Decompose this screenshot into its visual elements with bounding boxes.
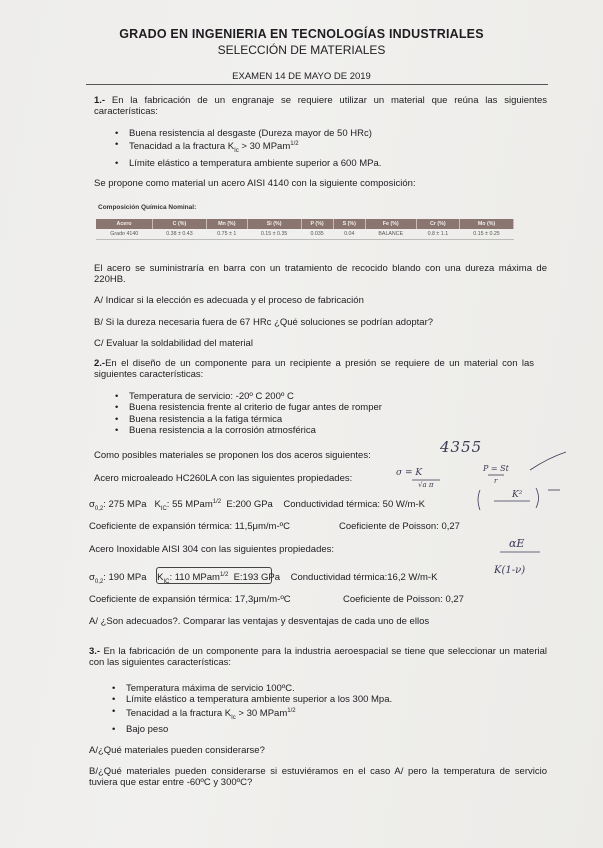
col-header: Si (%) bbox=[247, 219, 301, 229]
q2-number: 2.- bbox=[94, 358, 106, 369]
sigma-sub: 0,2 bbox=[94, 579, 104, 586]
k-sub: IC bbox=[160, 506, 167, 513]
q3-req-3-a: Tenacidad a la fractura K bbox=[126, 707, 232, 719]
handwritten-number: 4355 bbox=[440, 438, 483, 456]
q1-req-1-text: Buena resistencia al desgaste (Dureza mayor de 50 HRc) bbox=[129, 128, 372, 139]
sigma-symbol: σ bbox=[89, 499, 95, 511]
q3-number: 3.- bbox=[89, 646, 101, 657]
m1-modulus: E:200 GPa bbox=[226, 499, 273, 511]
q3-req-3-sub: Ic bbox=[231, 714, 236, 721]
table-cell: 0.38 ± 0.43 bbox=[153, 229, 207, 240]
m2-modulus: E:193 GPa bbox=[233, 572, 281, 584]
table-cell: 0.04 bbox=[333, 229, 365, 240]
q1-req-2-a: Tenacidad a la fractura K bbox=[129, 141, 235, 153]
m2-conductivity: Conductividad térmica:16,2 W/m-K bbox=[290, 572, 438, 584]
m1-title: Acero microaleado HC260LA con las siguientes propiedades: bbox=[94, 473, 353, 484]
q1-req-2-sub: Ic bbox=[234, 148, 239, 155]
exam-date: EXAMEN 14 DE MAYO DE 2019 bbox=[232, 71, 371, 82]
table-cell: 0.75 ± 1 bbox=[206, 229, 247, 240]
handwritten-formula-2-denominator: r bbox=[494, 477, 498, 485]
k-sup: 1/2 bbox=[219, 572, 229, 578]
m2-poisson: Coeficiente de Poisson: 0,27 bbox=[343, 594, 464, 605]
sigma-sub: 0,2 bbox=[94, 506, 104, 513]
pen-stroke bbox=[530, 452, 566, 470]
handwritten-formula-1-denominator: √a π bbox=[418, 481, 434, 489]
handwritten-formula-3: K² bbox=[512, 490, 523, 500]
q3-intro-text: En la fabricación de un componente para la industria aeroespacial se tiene que seleccionar un material con las siguientes características: bbox=[89, 646, 547, 668]
col-header: Mn (%) bbox=[206, 219, 247, 229]
col-header: Mo (%) bbox=[460, 219, 514, 229]
subject-title: SELECCIÓN DE MATERIALES bbox=[217, 43, 386, 57]
col-header: Fe (%) bbox=[365, 219, 416, 229]
handwritten-formula-4: αE bbox=[509, 537, 525, 550]
table-cell: BALANCE bbox=[365, 229, 416, 240]
k-sub: IC bbox=[163, 579, 170, 586]
q1-part-a: A/ Indicar si la elección es adecuada y el proceso de fabricación bbox=[94, 295, 364, 306]
m1-expansion: Coeficiente de expansión térmica: 11,5μm/m-ºC bbox=[89, 521, 290, 532]
col-header: P (%) bbox=[301, 219, 333, 229]
q1-supply: El acero se suministraría en barra con un tratamiento de recocido blando con una dureza máxima de 220HB. bbox=[94, 263, 547, 285]
q1-req-3-text: Límite elástico a temperatura ambiente superior a 600 MPa. bbox=[129, 157, 382, 169]
q2-req: • Buena resistencia frente al criterio de fugar antes de romper bbox=[115, 402, 382, 413]
m1-conductivity: Conductividad térmica: 50 W/m-K bbox=[283, 499, 425, 511]
col-header: Cr (%) bbox=[416, 219, 459, 229]
composition-title: Composición Química Nominal: bbox=[98, 204, 197, 211]
q3-part-b: B/¿Qué materiales pueden considerarse si estuviéramos en el caso A/ pero la temperatura de servicio tuviera que estar entre -60ºC y 300ºC? bbox=[89, 766, 547, 788]
m2-toughness: : 110 MPam bbox=[169, 572, 220, 584]
q1-proposal: Se propone como material un acero AISI 4140 con la siguiente composición: bbox=[94, 178, 416, 189]
table-cell: 0.15 ± 0.35 bbox=[247, 229, 301, 240]
q3-part-a: A/¿Qué materiales pueden considerarse? bbox=[89, 745, 265, 756]
m2-title: Acero Inoxidable AISI 304 con las siguientes propiedades: bbox=[89, 544, 335, 555]
q2-req: • Temperatura de servicio: -20º C 200º C bbox=[115, 391, 382, 402]
table-cell: 0.15 ± 0.25 bbox=[460, 229, 514, 240]
q3-req-3-b: > 30 MPam bbox=[235, 707, 288, 719]
q3-req-1-text: Temperatura máxima de servicio 100ºC. bbox=[126, 683, 295, 694]
m2-expansion: Coeficiente de expansión térmica: 17,3μm/m-ºC bbox=[89, 594, 291, 605]
q2-intro-text: En el diseño de un componente para un recipiente a presión se requiere de un material con las siguientes características: bbox=[94, 358, 534, 380]
q1-req-2-b: > 30 MPam bbox=[238, 141, 291, 153]
handwritten-formula-1: σ = K bbox=[396, 468, 423, 478]
q2-req: • Buena resistencia a la fatiga térmica bbox=[115, 414, 382, 425]
q1-part-b: B/ Si la dureza necesaria fuera de 67 HRc ¿Qué soluciones se podrían adoptar? bbox=[94, 317, 434, 328]
bracket-stroke bbox=[536, 488, 539, 508]
q3-req-3-sup: 1/2 bbox=[287, 707, 296, 714]
m1-toughness: : 55 MPam bbox=[166, 499, 213, 511]
q1-req-2-sup: 1/2 bbox=[290, 141, 299, 148]
handwritten-formula-2: P = St bbox=[483, 464, 509, 473]
handwritten-formula-5: K(1-ν) bbox=[494, 565, 526, 576]
q2-part-a: A/ ¿Son adecuados?. Comparar las ventajas y desventajas de cada uno de ellos bbox=[89, 616, 430, 627]
col-header: Acero bbox=[96, 219, 153, 229]
q1-number: 1.- bbox=[94, 95, 106, 106]
table-cell: 0.8 ± 1.1 bbox=[416, 229, 459, 240]
m1-poisson: Coeficiente de Poisson: 0,27 bbox=[339, 521, 460, 532]
col-header: S (%) bbox=[333, 219, 365, 229]
q1-intro-text: En la fabricación de un engranaje se requiere utilizar un material que reúna las siguientes características: bbox=[94, 95, 547, 117]
q3-req-4-text: Bajo peso bbox=[126, 724, 169, 736]
k-sup: 1/2 bbox=[212, 499, 222, 505]
sigma-symbol: σ bbox=[89, 572, 95, 584]
k-symbol: K bbox=[154, 499, 161, 511]
q2-req: • Buena resistencia a la corrosión atmosférica bbox=[115, 425, 382, 436]
q1-part-c: C/ Evaluar la soldabilidad del material bbox=[94, 338, 253, 349]
m2-yield: : 190 MPa bbox=[103, 572, 147, 584]
bracket-stroke bbox=[478, 490, 480, 510]
m1-yield: : 275 MPa bbox=[103, 499, 147, 511]
table-cell: 0.035 bbox=[301, 229, 333, 240]
col-header: C (%) bbox=[153, 219, 207, 229]
table-cell: Grado 4140 bbox=[96, 229, 153, 240]
degree-title: GRADO EN INGENIERIA EN TECNOLOGÍAS INDUSTRIALES bbox=[119, 27, 484, 41]
q3-req-2-text: Límite elástico a temperatura ambiente superior a los 300 Mpa. bbox=[126, 694, 393, 706]
q2-proposal: Como posibles materiales se proponen los dos aceros siguientes: bbox=[94, 450, 371, 461]
k-symbol: K bbox=[157, 572, 164, 584]
